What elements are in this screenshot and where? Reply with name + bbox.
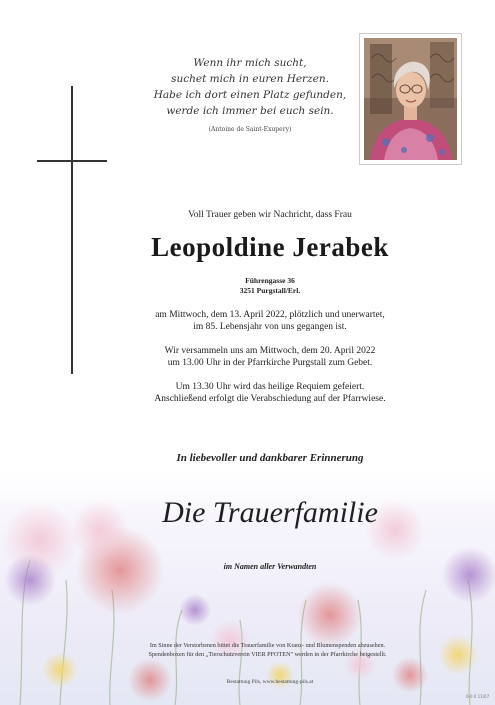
poem-author: (Antoine de Saint-Exupery) (208, 126, 292, 133)
print-code: 0-0 0 11/07 (466, 694, 490, 699)
poem-block (150, 55, 350, 134)
address-city: 3251 Purgstall/Erl. (239, 286, 301, 295)
family-signature: Die Trauerfamilie (162, 496, 378, 529)
requiem-notice-line: Anschließend erfolgt die Verabschiedung auf der Pfarrwiese. (154, 394, 386, 404)
relatives-line: im Namen aller Verwandten (223, 562, 317, 571)
poem-line: Wenn ihr mich sucht, (193, 57, 307, 69)
prayer-notice-line: um 13.00 Uhr in der Pfarrkirche Purgstall zum Gebet. (167, 358, 373, 368)
cross-vertical-bar (71, 86, 73, 374)
funeral-home-credit: Bestattung Pils, www.bestattung-pils.at (226, 679, 314, 685)
portrait-photo (364, 38, 457, 160)
address-street: Führengasse 36 (245, 276, 295, 285)
donation-line: Im Sinne der Verstorbenen bittet die Trauerfamilie von Kranz- und Blumenspenden abzusehen. (149, 642, 386, 649)
donation-notice (90, 641, 445, 659)
portrait-photo-frame (359, 33, 462, 165)
poem-line: suchet mich in euren Herzen. (171, 73, 329, 85)
prayer-notice-line: Wir versammeln uns am Mittwoch, dem 20. April 2022 (164, 346, 376, 356)
requiem-notice (100, 381, 440, 405)
cross-horizontal-bar (37, 160, 107, 162)
portrait-illustration (364, 38, 457, 160)
poem-line: Habe ich dort einen Platz gefunden, (153, 89, 347, 101)
requiem-notice-line: Um 13.30 Uhr wird das heilige Requiem gefeiert. (175, 382, 365, 392)
address-block (100, 276, 440, 296)
donation-line: Spendenboxen für den „Tierschutzverein VIER PFOTEN" werden in der Pfarrkirche beigestellt. (148, 651, 387, 658)
memory-line: In liebevoller und dankbarer Erinnerung (176, 452, 364, 464)
poem-line: werde ich immer bei euch sein. (166, 105, 334, 117)
death-notice-line: im 85. Lebensjahr von uns gegangen ist. (193, 322, 347, 332)
death-notice (100, 309, 440, 333)
death-notice-line: am Mittwoch, dem 13. April 2022, plötzlich und unerwartet, (155, 310, 385, 320)
deceased-name: Leopoldine Jerabek (151, 232, 389, 262)
intro-text: Voll Trauer geben wir Nachricht, dass Frau (188, 210, 352, 220)
prayer-notice (100, 345, 440, 369)
